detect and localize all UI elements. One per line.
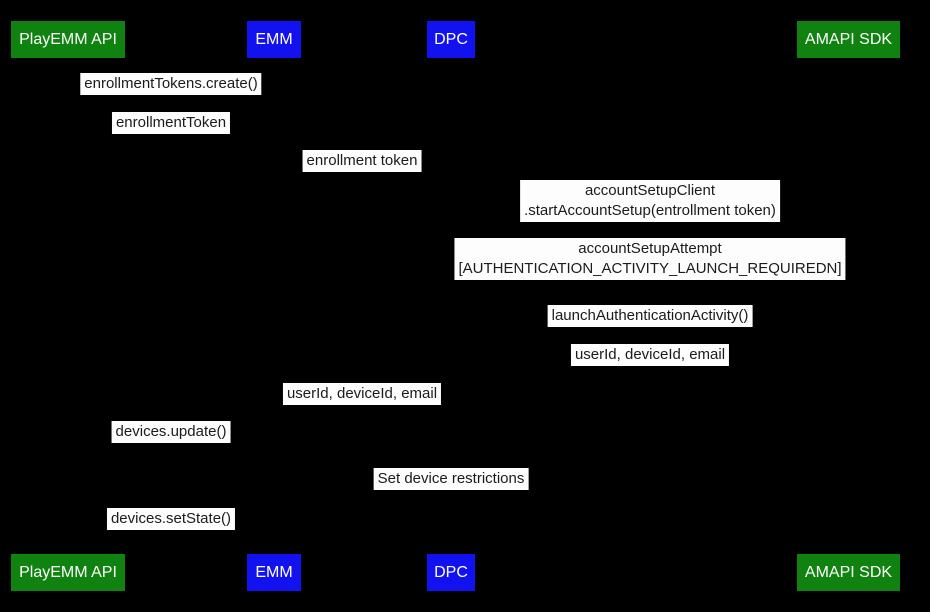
message-enrollment-token: enrollment token: [303, 150, 422, 172]
message-launch-authentication-activity: launchAuthenticationActivity(): [548, 305, 753, 327]
message-line: [AUTHENTICATION_ACTIVITY_LAUNCH_REQUIREDN]: [458, 260, 842, 277]
message-line: accountSetupAttempt: [578, 240, 722, 257]
actor-dpc-bottom: DPC: [427, 554, 475, 591]
message-devices-update: devices.update(): [112, 421, 231, 443]
actor-amapi-sdk-top: AMAPI SDK: [797, 21, 900, 58]
actor-emm-top: EMM: [247, 21, 301, 58]
actor-playemm-api-top: PlayEMM API: [11, 21, 125, 58]
message-account-setup-attempt: [454, 238, 845, 280]
message-line: accountSetupClient: [584, 182, 716, 199]
message-enrollmenttokens-create: enrollmentTokens.create(): [80, 73, 261, 95]
message-start-account-setup: [520, 180, 780, 222]
actor-emm-bottom: EMM: [247, 554, 301, 591]
actor-playemm-api-bottom: PlayEMM API: [11, 554, 125, 591]
message-enrollmenttoken: enrollmentToken: [112, 112, 230, 134]
message-line: .startAccountSetup(entrollment token): [524, 202, 776, 219]
message-userid-deviceid-email-left: userId, deviceId, email: [283, 383, 441, 405]
actor-amapi-sdk-bottom: AMAPI SDK: [797, 554, 900, 591]
message-set-device-restrictions: Set device restrictions: [374, 468, 529, 490]
message-userid-deviceid-email-right: userId, deviceId, email: [571, 344, 729, 366]
actor-dpc-top: DPC: [427, 21, 475, 58]
message-devices-setstate: devices.setState(): [107, 508, 235, 530]
